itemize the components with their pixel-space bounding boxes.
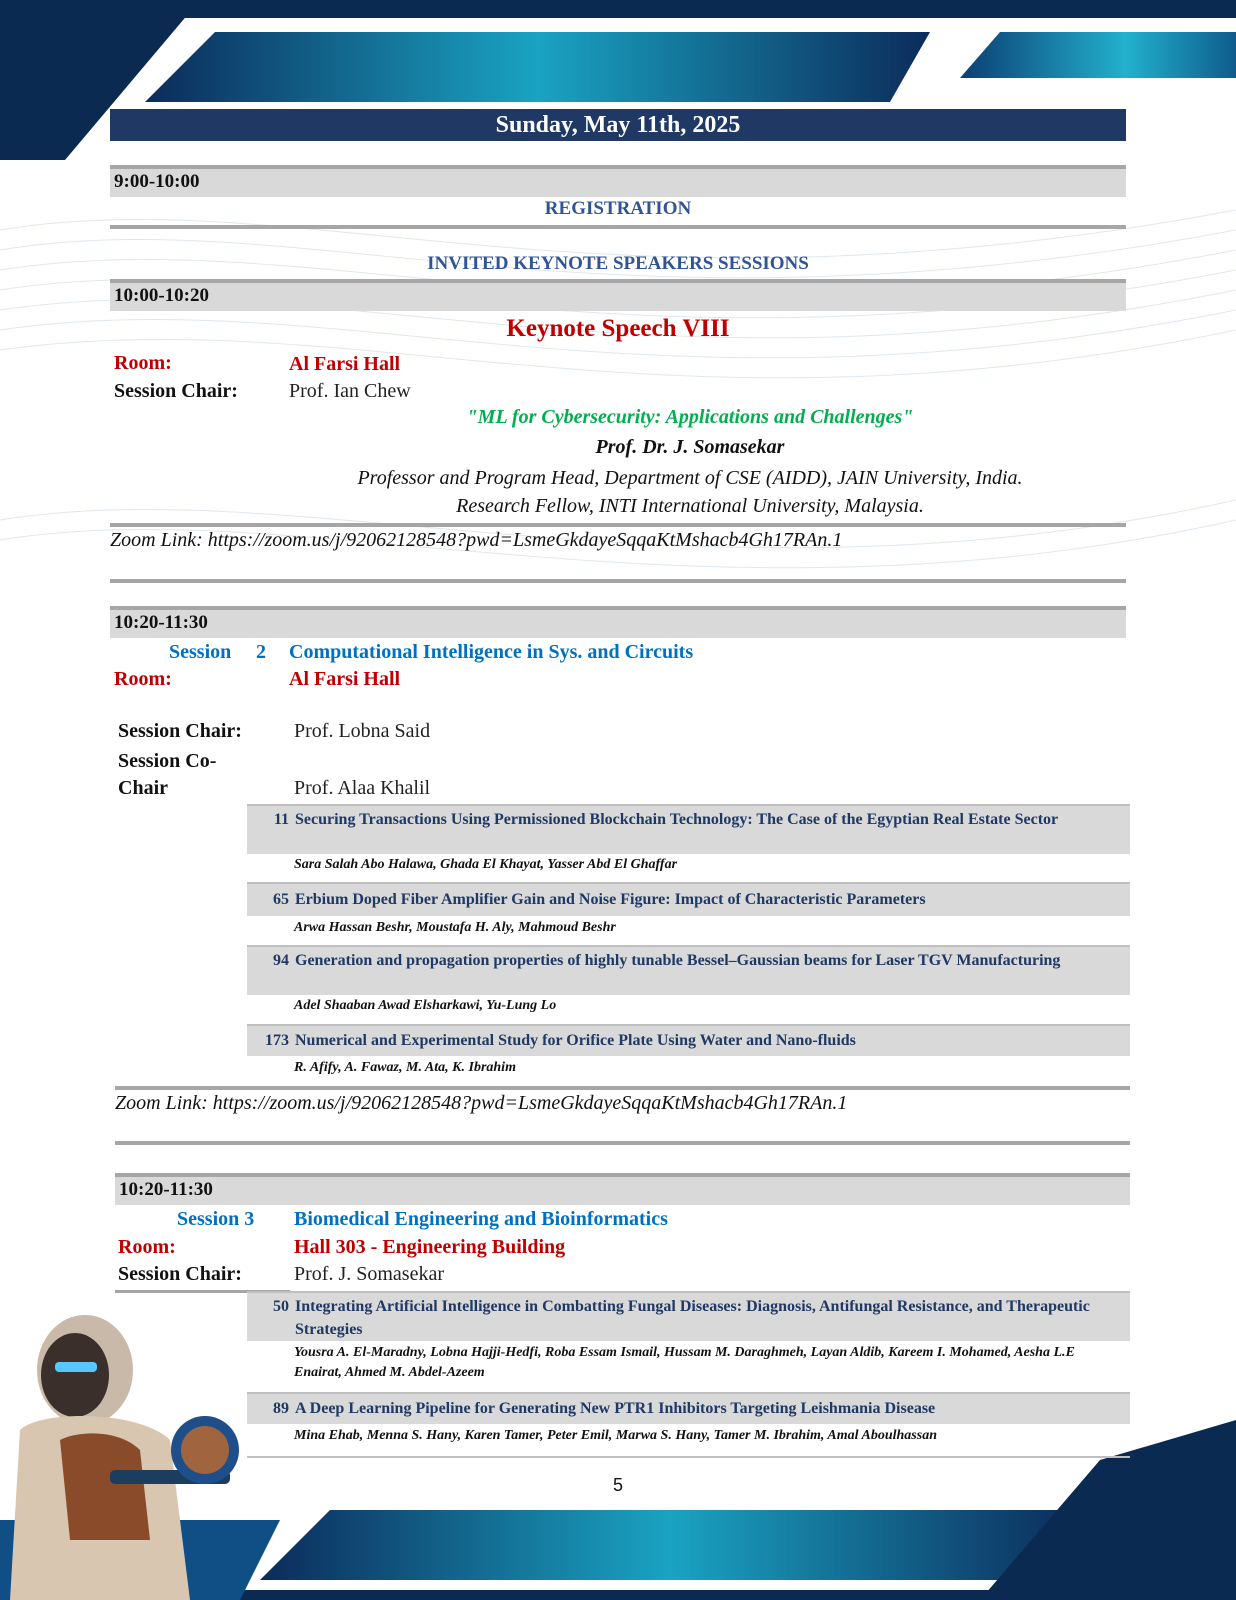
paper-row <box>247 804 1130 854</box>
room-value: Al Farsi Hall <box>289 668 401 690</box>
paper-title: Securing Transactions Using Permissioned Blockchain Technology: The Case of the Egyptian Real Estate Sector <box>295 811 1059 828</box>
room-value: Al Farsi Hall <box>289 353 401 375</box>
page-number: 5 <box>612 1475 623 1495</box>
divider <box>247 1456 1130 1458</box>
paper-title: Generation and propagation properties of highly tunable Bessel–Gaussian beams for Laser TGV Manufacturing <box>295 952 1061 969</box>
paper-id: 89 <box>273 1400 289 1417</box>
speaker-name: Prof. Dr. J. Somasekar <box>595 436 785 458</box>
session-time: 10:20-11:30 <box>110 606 1126 638</box>
session-cochair-value: Prof. Alaa Khalil <box>294 777 431 799</box>
divider <box>110 579 1126 583</box>
session-chair-value: Prof. Ian Chew <box>289 380 411 402</box>
session-label: Session <box>169 641 232 663</box>
paper-title: Numerical and Experimental Study for Orifice Plate Using Water and Nano-fluids <box>295 1032 856 1049</box>
paper-authors: Sara Salah Abo Halawa, Ghada El Khayat, Yasser Abd El Ghaffar <box>294 857 678 872</box>
paper-title: Integrating Artificial Intelligence in Combatting Fungal Diseases: Diagnosis, Antifungal Resistance, and Therapeutic Strategies <box>295 1298 1090 1338</box>
paper-row <box>247 1291 1130 1341</box>
paper-authors: R. Afify, A. Fawaz, M. Ata, K. Ibrahim <box>294 1060 516 1075</box>
paper-id: 94 <box>273 952 289 969</box>
divider <box>115 1141 1130 1145</box>
room-value: Hall 303 - Engineering Building <box>294 1236 566 1258</box>
paper-row <box>247 1392 1130 1424</box>
date-header: Sunday, May 11th, 2025 <box>110 109 1126 141</box>
paper-authors: Adel Shaaban Awad Elsharkawi, Yu-Lung Lo <box>294 998 557 1013</box>
paper-row <box>247 882 1130 916</box>
zoom-link[interactable]: Zoom Link: https://zoom.us/j/92062128548?pwd=LsmeGkdayeSqqaKtMshacb4Gh17RAn.1 <box>115 1092 848 1114</box>
paper-authors: Mina Ehab, Menna S. Hany, Karen Tamer, Peter Emil, Marwa S. Hany, Tamer M. Ibrahim, Amal Aboulhassan <box>294 1428 937 1443</box>
divider <box>110 523 1126 527</box>
session-title: Biomedical Engineering and Bioinformatics <box>294 1208 668 1230</box>
session-chair-label: Session Chair: <box>118 720 242 742</box>
registration-time: 9:00-10:00 <box>110 165 1126 197</box>
session-chair-value: Prof. Lobna Said <box>294 720 431 742</box>
keynote-time: 10:00-10:20 <box>110 279 1126 311</box>
zoom-link[interactable]: Zoom Link: https://zoom.us/j/92062128548?pwd=LsmeGkdayeSqqaKtMshacb4Gh17RAn.1 <box>110 529 843 551</box>
speaker-affiliation: Research Fellow, INTI International University, Malaysia. <box>456 495 924 517</box>
paper-authors: Yousra A. El-Maradny, Lobna Hajji-Hedfi, Roba Essam Ismail, Hussam M. Daraghmeh, Layan Aldib, Kareem I. Mohamed, Aesha L.E Enairat, Ahmed M. Abdel-Azeem <box>294 1345 1075 1380</box>
session-label: Session 3 <box>177 1208 255 1230</box>
session-cochair-label: Chair <box>118 777 168 799</box>
talk-title: "ML for Cybersecurity: Applications and Challenges" <box>466 406 914 428</box>
keynote-title: Keynote Speech VIII <box>506 315 730 342</box>
registration-label: REGISTRATION <box>544 198 692 219</box>
room-label: Room: <box>114 668 172 690</box>
paper-row <box>247 1024 1130 1056</box>
session-cochair-label: Session Co- <box>118 750 217 772</box>
keynote-section-title: INVITED KEYNOTE SPEAKERS SESSIONS <box>427 253 809 274</box>
divider <box>115 1086 1130 1090</box>
session-chair-label: Session Chair: <box>114 380 238 402</box>
session-title: Computational Intelligence in Sys. and Circuits <box>289 641 694 663</box>
divider <box>110 225 1126 229</box>
paper-id: 11 <box>273 811 289 828</box>
paper-id: 65 <box>273 891 289 908</box>
paper-id: 173 <box>265 1032 289 1049</box>
session-number: 2 <box>256 641 266 663</box>
paper-row <box>247 945 1130 995</box>
speaker-affiliation: Professor and Program Head, Department of CSE (AIDD), JAIN University, India. <box>357 467 1023 489</box>
session-time: 10:20-11:30 <box>115 1173 1130 1205</box>
session-chair-label: Session Chair: <box>118 1263 242 1285</box>
paper-authors: Arwa Hassan Beshr, Moustafa H. Aly, Mahmoud Beshr <box>294 920 616 935</box>
room-label: Room: <box>118 1236 176 1258</box>
paper-title: A Deep Learning Pipeline for Generating New PTR1 Inhibitors Targeting Leishmania Disease <box>295 1400 936 1417</box>
session-chair-value: Prof. J. Somasekar <box>294 1263 444 1285</box>
paper-title: Erbium Doped Fiber Amplifier Gain and Noise Figure: Impact of Characteristic Parameters <box>295 891 926 908</box>
room-label: Room: <box>114 352 172 374</box>
paper-id: 50 <box>273 1298 289 1315</box>
